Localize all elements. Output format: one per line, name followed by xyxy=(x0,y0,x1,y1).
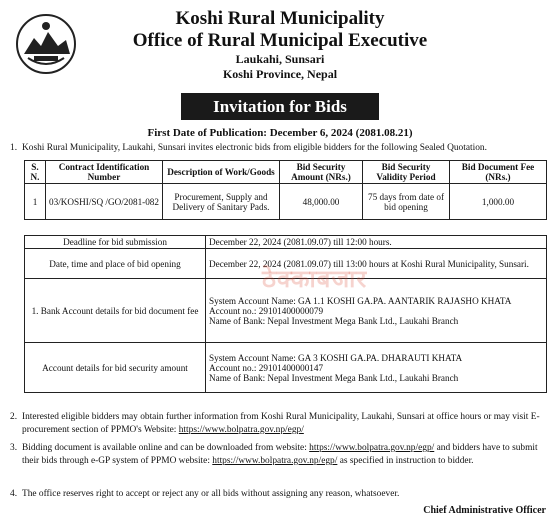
municipality-name: Koshi Rural Municipality xyxy=(175,8,385,29)
intro-paragraph: 1. Koshi Rural Municipality, Laukahi, Sunsari invites electronic bids from eligible bidders for the following Sealed Quotation. xyxy=(10,143,487,153)
table-row: 1. Bank Account details for bid document fee System Account Name: GA 1.1 KOSHI GA.PA. AANTARIK RAJASHO KHATA Account no.: 29101400000079 Name of Bank: Nepal Investment Mega Bank Ltd., Laukahi Branch xyxy=(25,279,547,343)
table-row: Account details for bid security amount System Account Name: GA 3 KOSHI GA.PA. DHARAUTI KHATA Account no.: 29101400000147 Name of Bank: Nepal Investment Mega Bank Ltd., Laukahi Branch xyxy=(25,343,547,393)
location: Laukahi, Sunsari xyxy=(235,52,325,66)
table-row: Deadline for bid submission December 22, 2024 (2081.09.07) till 12:00 hours. xyxy=(25,236,547,249)
title-banner: Invitation for Bids xyxy=(181,93,379,120)
publication-date: First Date of Publication: December 6, 2024 (2081.08.21) xyxy=(147,127,413,139)
col-description: Description of Work/Goods xyxy=(163,161,280,184)
header xyxy=(0,8,560,82)
office-name: Office of Rural Municipal Executive xyxy=(132,30,428,51)
table-header-row xyxy=(25,161,547,184)
table-row: 1 03/KOSHI/SQ /GO/2081-082 Procurement, Supply and Delivery of Sanitary Pads. 48,000.00 75 days from date of bid opening 1,000.00 xyxy=(25,184,547,220)
note-2: 2. Interested eligible bidders may obtain further information from Koshi Rural Municipality, Laukahi, Sunsari at office hours or may visit E-procurement section of PPMO's Website: https://www.bolpatra.gov.np/egp/ xyxy=(10,412,540,435)
note-4: 4. The office reserves right to accept or reject any or all bids without assigning any reason, whatsoever. xyxy=(10,489,400,499)
col-bid-security: Bid Security Amount (NRs.) xyxy=(280,161,363,184)
table-row: Date, time and place of bid opening December 22, 2024 (2081.09.07) till 13:00 hours at Koshi Rural Municipality, Sunsari. xyxy=(25,249,547,279)
col-validity: Bid Security Validity Period xyxy=(363,161,450,184)
col-fee: Bid Document Fee (NRs.) xyxy=(450,161,547,184)
bids-table xyxy=(24,160,547,220)
bolpatra-link-2[interactable]: https://www.bolpatra.gov.np/egp/ xyxy=(212,456,338,466)
note-3: 3. Bidding document is available online and can be downloaded from website: https://www.bolpatra.gov.np/egp/ and bidders have to submit their bids through e-GP system of PPMO website: https://www.bolpatra.gov.np/egp/ as specified in instruction to bidder. xyxy=(10,443,538,466)
details-table xyxy=(24,235,547,393)
col-sn: S. N. xyxy=(25,161,46,184)
province: Koshi Province, Nepal xyxy=(222,67,338,81)
watermark: ठेक्काबजार xyxy=(262,265,368,293)
signature: Chief Administrative Officer xyxy=(423,505,546,516)
ppmo-link[interactable]: https://www.bolpatra.gov.np/egp/ xyxy=(178,425,304,435)
bolpatra-link[interactable]: https://www.bolpatra.gov.np/egp/ xyxy=(309,443,435,453)
col-contract-id: Contract Identification Number xyxy=(46,161,163,184)
